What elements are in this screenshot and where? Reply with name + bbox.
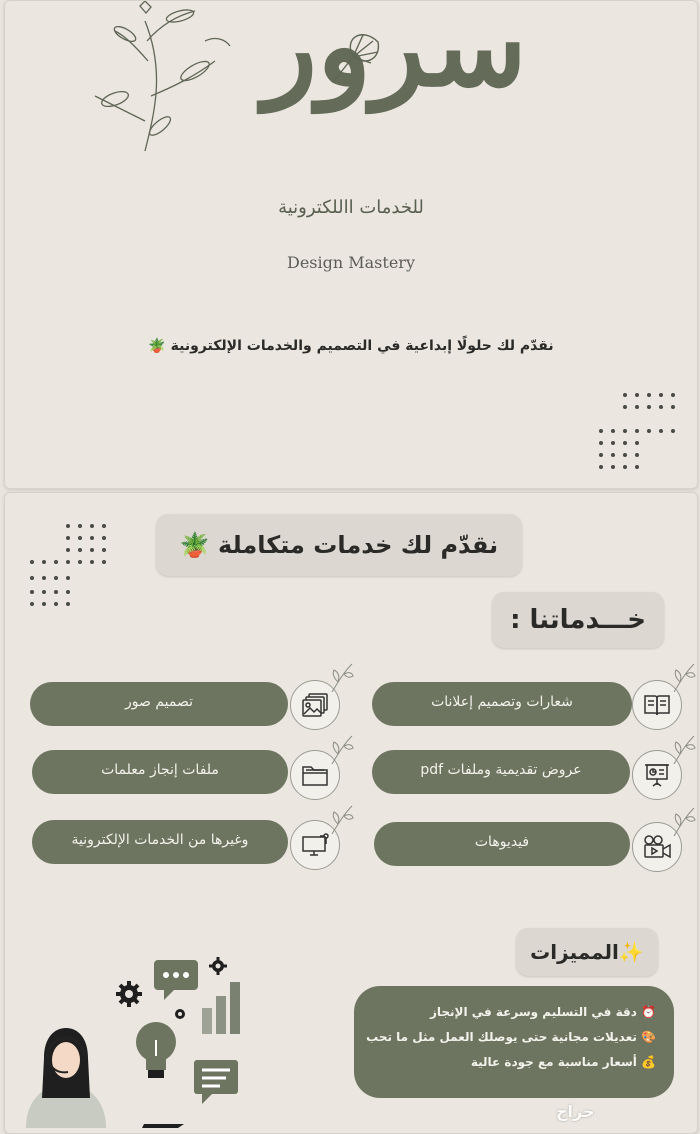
- brand-subtitle-arabic: للخدمات االلكترونية: [278, 197, 424, 218]
- feature-item: ⏰ دقة في التسليم وسرعة في الإنجاز: [429, 1005, 656, 1019]
- gear-icon: [175, 1009, 185, 1019]
- customer-support-illustration: [14, 952, 254, 1128]
- brand-subtitle-english: Design Mastery: [287, 253, 415, 272]
- dot-pattern-decoration: [28, 522, 118, 612]
- leaf-sprig-decoration: [670, 734, 696, 766]
- bar-chart-icon: [202, 982, 240, 1034]
- service-logos-ads: شعارات وتصميم إعلانات: [372, 682, 632, 726]
- gear-icon: [116, 981, 142, 1007]
- feature-item: 💰 أسعار مناسبة مع جودة عالية: [470, 1055, 656, 1069]
- leaf-sprig-decoration: [670, 806, 696, 838]
- leaf-sprig-decoration: [328, 662, 354, 694]
- chat-bubble-icon: [154, 960, 198, 1000]
- fan-leaf-icon: [323, 27, 383, 87]
- dot-pattern-decoration: [595, 391, 685, 477]
- intro-panel: [4, 0, 698, 489]
- watermark: حراج: [556, 1102, 595, 1121]
- brand-tagline: نقدّم لك حلولًا إبداعية في التصميم والخدمات الإلكترونية 🪴: [148, 338, 554, 354]
- feature-item: 🎨 تعديلات مجانية حتى يوصلك العمل مثل ما تحب: [366, 1030, 656, 1044]
- our-services-heading: خـــدماتنا :: [492, 592, 664, 648]
- gear-icon: [209, 957, 227, 975]
- features-heading: ✨المميزات: [516, 928, 658, 976]
- leaf-sprig-decoration: [328, 804, 354, 836]
- brand-logo: سرور: [263, 0, 527, 112]
- services-heading: نقدّم لك خدمات متكاملة 🪴: [156, 514, 522, 576]
- service-other-e-services: وغيرها من الخدمات الإلكترونية: [32, 820, 288, 864]
- service-videos: فيديوهات: [374, 822, 630, 866]
- service-presentations-pdf: عروض تقديمية وملفات pdf: [372, 750, 630, 794]
- leaf-sprig-decoration: [328, 734, 354, 766]
- lightbulb-icon: [136, 1022, 176, 1078]
- leaf-sprig-decoration: [670, 662, 696, 694]
- service-image-design: تصميم صور: [30, 682, 288, 726]
- features-list: [354, 986, 674, 1098]
- avatar: [26, 1028, 106, 1128]
- service-teacher-portfolios: ملفات إنجاز معلمات: [32, 750, 288, 794]
- message-lines-icon: [194, 1060, 238, 1104]
